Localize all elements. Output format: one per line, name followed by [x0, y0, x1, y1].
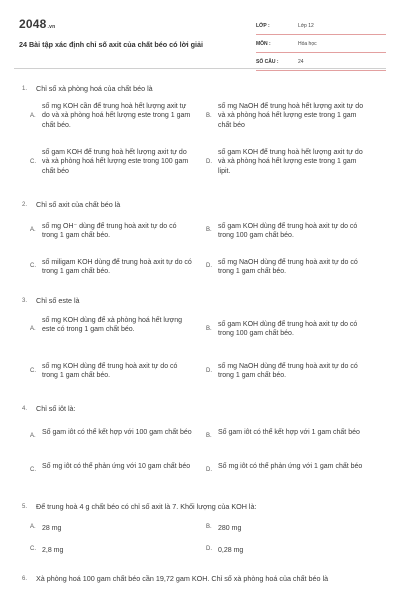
- option-text: Số gam iôt có thể kết hợp với 1 gam chất béo: [218, 429, 360, 436]
- question-number: 3.: [22, 298, 28, 304]
- option-letter: C.: [30, 263, 36, 269]
- question-number: 2.: [22, 202, 28, 208]
- question-text: Chỉ số xà phòng hoá của chất béo là: [36, 84, 153, 93]
- option-letter: D.: [206, 368, 212, 374]
- option-text: số mg OH⁻ dùng để trung hoà axit tự do có trong 1 gam chất béo.: [42, 223, 177, 240]
- meta-value: 24: [298, 59, 304, 65]
- question-number: 1.: [22, 86, 28, 92]
- option-letter: B.: [206, 433, 212, 439]
- option-letter: C.: [30, 467, 36, 473]
- option-text: số miligam KOH dùng để trung hoà axit tự do có trong 1 gam chất béo.: [42, 259, 192, 276]
- meta-value: Lớp 12: [298, 23, 314, 29]
- option-letter: C.: [30, 368, 36, 374]
- option-text: số gam KOH dùng để trung hoà axit tự do có trong 100 gam chất béo.: [218, 321, 358, 338]
- option-letter: B.: [206, 113, 212, 119]
- question-number: 5.: [22, 504, 28, 510]
- meta-label: LỚP :: [256, 23, 270, 29]
- logo-text: 2048: [19, 17, 47, 31]
- option-letter: D.: [206, 467, 212, 473]
- question-text: Chỉ số este là: [36, 296, 80, 305]
- option-letter: D.: [206, 263, 212, 269]
- question-text: Xà phòng hoá 100 gam chất béo cần 19,72 gam KOH. Chỉ số xà phòng hoá của chất béo là: [36, 574, 329, 583]
- logo-suffix: .vn: [47, 24, 56, 30]
- option-text: Số mg iôt có thể phản ứng với 1 gam chất béo: [218, 463, 363, 470]
- option-text: Số mg iôt có thể phản ứng với 10 gam chất béo: [42, 463, 191, 470]
- question-stem: [22, 84, 382, 94]
- option-text: số mg KOH dùng để trung hoà axit tự do có trong 1 gam chất béo.: [42, 363, 178, 380]
- option-text: 28 mg: [42, 525, 62, 532]
- option-letter: C.: [30, 546, 36, 552]
- question-5: [22, 502, 382, 562]
- option-text: số mg NaOH để trung hoà hết lượng axit tự do và xà phòng hoá hết lượng este trong 1 gam chất béo: [218, 103, 364, 129]
- option-letter: A.: [30, 433, 36, 439]
- option-text: số mg KOH cần để trung hoà hết lượng axit tự do và xà phòng hoá hết lượng este trong 1 gam chất béo.: [42, 103, 191, 129]
- option-text: số mg NaOH dùng để trung hoà axit tự do có trong 1 gam chất béo.: [218, 259, 358, 276]
- question-stem: [22, 502, 382, 512]
- option-letter: B.: [206, 326, 212, 332]
- meta-label: MÔN :: [256, 41, 271, 47]
- option-text: số gam KOH để trung hoà hết lượng axit tự do và xà phòng hoá hết lượng este trong 100 gam chất béo: [42, 149, 189, 175]
- question-6: [22, 574, 382, 598]
- option-text: 2,8 mg: [42, 547, 64, 554]
- option-letter: B.: [206, 524, 212, 530]
- option-letter: A.: [30, 326, 36, 332]
- question-number: 6.: [22, 576, 28, 582]
- option-text: số gam KOH để trung hoà hết lượng axit tự do và xà phòng hoá hết lượng este trong 1 gam lipit.: [218, 149, 363, 175]
- option-text: số mg NaOH dùng để trung hoà axit tự do có trong 1 gam chất béo.: [218, 363, 358, 380]
- option-text: 280 mg: [218, 525, 242, 532]
- meta-label: SỐ CÂU :: [256, 59, 279, 65]
- question-3: [22, 296, 382, 392]
- option-text: 0,28 mg: [218, 547, 244, 554]
- option-letter: A.: [30, 227, 36, 233]
- option-text: số mg KOH dùng để xà phòng hoá hết lượng este có trong 1 gam chất béo.: [42, 317, 183, 334]
- option-letter: B.: [206, 227, 212, 233]
- question-stem: [22, 200, 382, 210]
- option-letter: A.: [30, 113, 36, 119]
- meta-value: Hóa học: [298, 41, 317, 47]
- question-1: [22, 84, 382, 204]
- question-text: Chỉ số axit của chất béo là: [36, 200, 121, 209]
- option-letter: A.: [30, 524, 36, 530]
- option-letter: D.: [206, 159, 212, 165]
- question-stem: [22, 574, 382, 584]
- question-2: [22, 200, 382, 290]
- option-text: số gam KOH dùng để trung hoà axit tự do có trong 100 gam chất béo.: [218, 223, 358, 240]
- question-text: Chỉ số iôt là:: [36, 404, 76, 413]
- option-letter: C.: [30, 159, 36, 165]
- question-stem: [22, 296, 382, 306]
- option-letter: D.: [206, 546, 212, 552]
- question-stem: [22, 404, 382, 414]
- question-number: 4.: [22, 406, 28, 412]
- document-title: 24 Bài tập xác định chỉ số axit của chất béo có lời giải: [19, 40, 204, 49]
- option-text: Số gam iôt có thể kết hợp với 100 gam chất béo: [42, 429, 192, 436]
- question-4: [22, 404, 382, 494]
- question-text: Để trung hoà 4 g chất béo có chỉ số axit là 7. Khối lượng của KOH là:: [36, 502, 257, 511]
